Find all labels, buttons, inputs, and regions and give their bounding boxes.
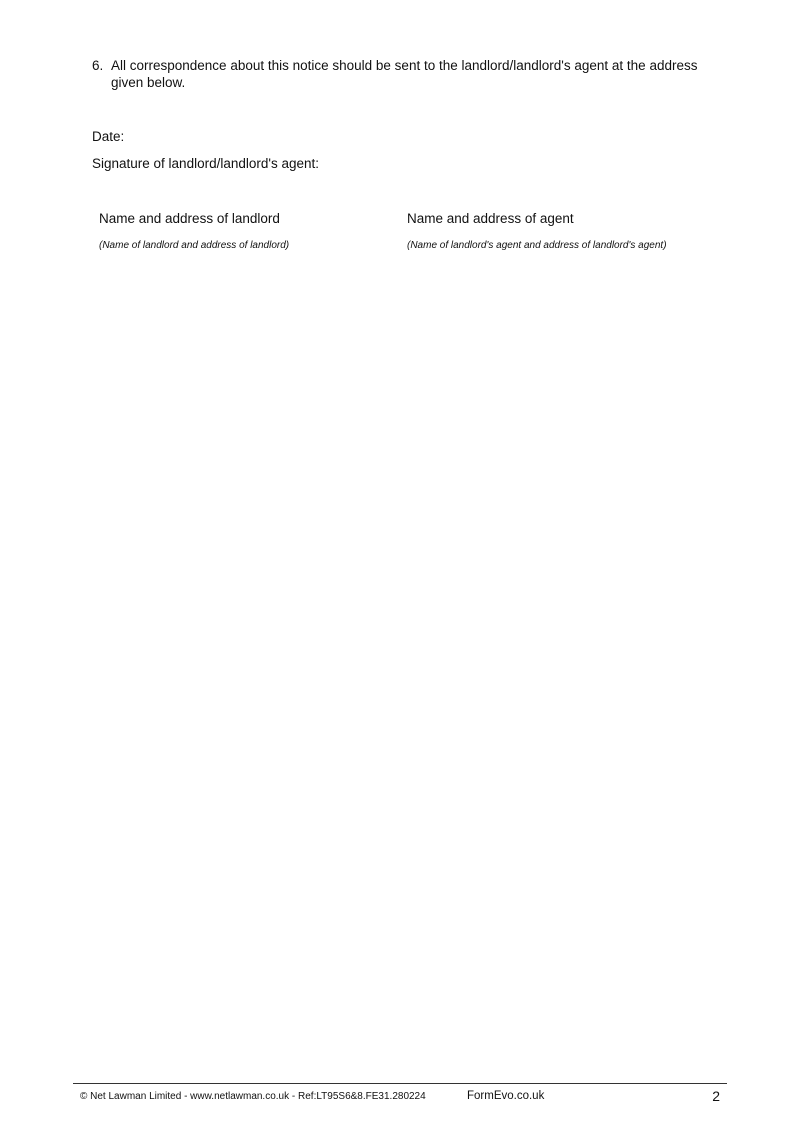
footer-brand: FormEvo.co.uk	[467, 1090, 545, 1102]
footer-copyright: © Net Lawman Limited - www.netlawman.co.uk - Ref:LT95S6&8.FE31.280224	[80, 1091, 426, 1102]
agent-block	[407, 211, 667, 252]
clause-6	[92, 57, 712, 91]
signature-label: Signature of landlord/landlord's agent:	[92, 156, 319, 171]
agent-heading: Name and address of agent	[407, 211, 574, 226]
clause-text: All correspondence about this notice should be sent to the landlord/landlord's agent at the address given below.	[111, 58, 698, 90]
page-footer	[80, 1089, 720, 1105]
footer-divider	[73, 1083, 727, 1084]
date-label: Date:	[92, 129, 125, 144]
page-number: 2	[712, 1088, 720, 1104]
landlord-heading: Name and address of landlord	[99, 211, 280, 226]
landlord-hint: (Name of landlord and address of landlord)	[99, 240, 290, 251]
landlord-block	[99, 211, 289, 252]
clause-number: 6.	[92, 58, 104, 73]
agent-hint: (Name of landlord's agent and address of landlord's agent)	[407, 240, 667, 251]
